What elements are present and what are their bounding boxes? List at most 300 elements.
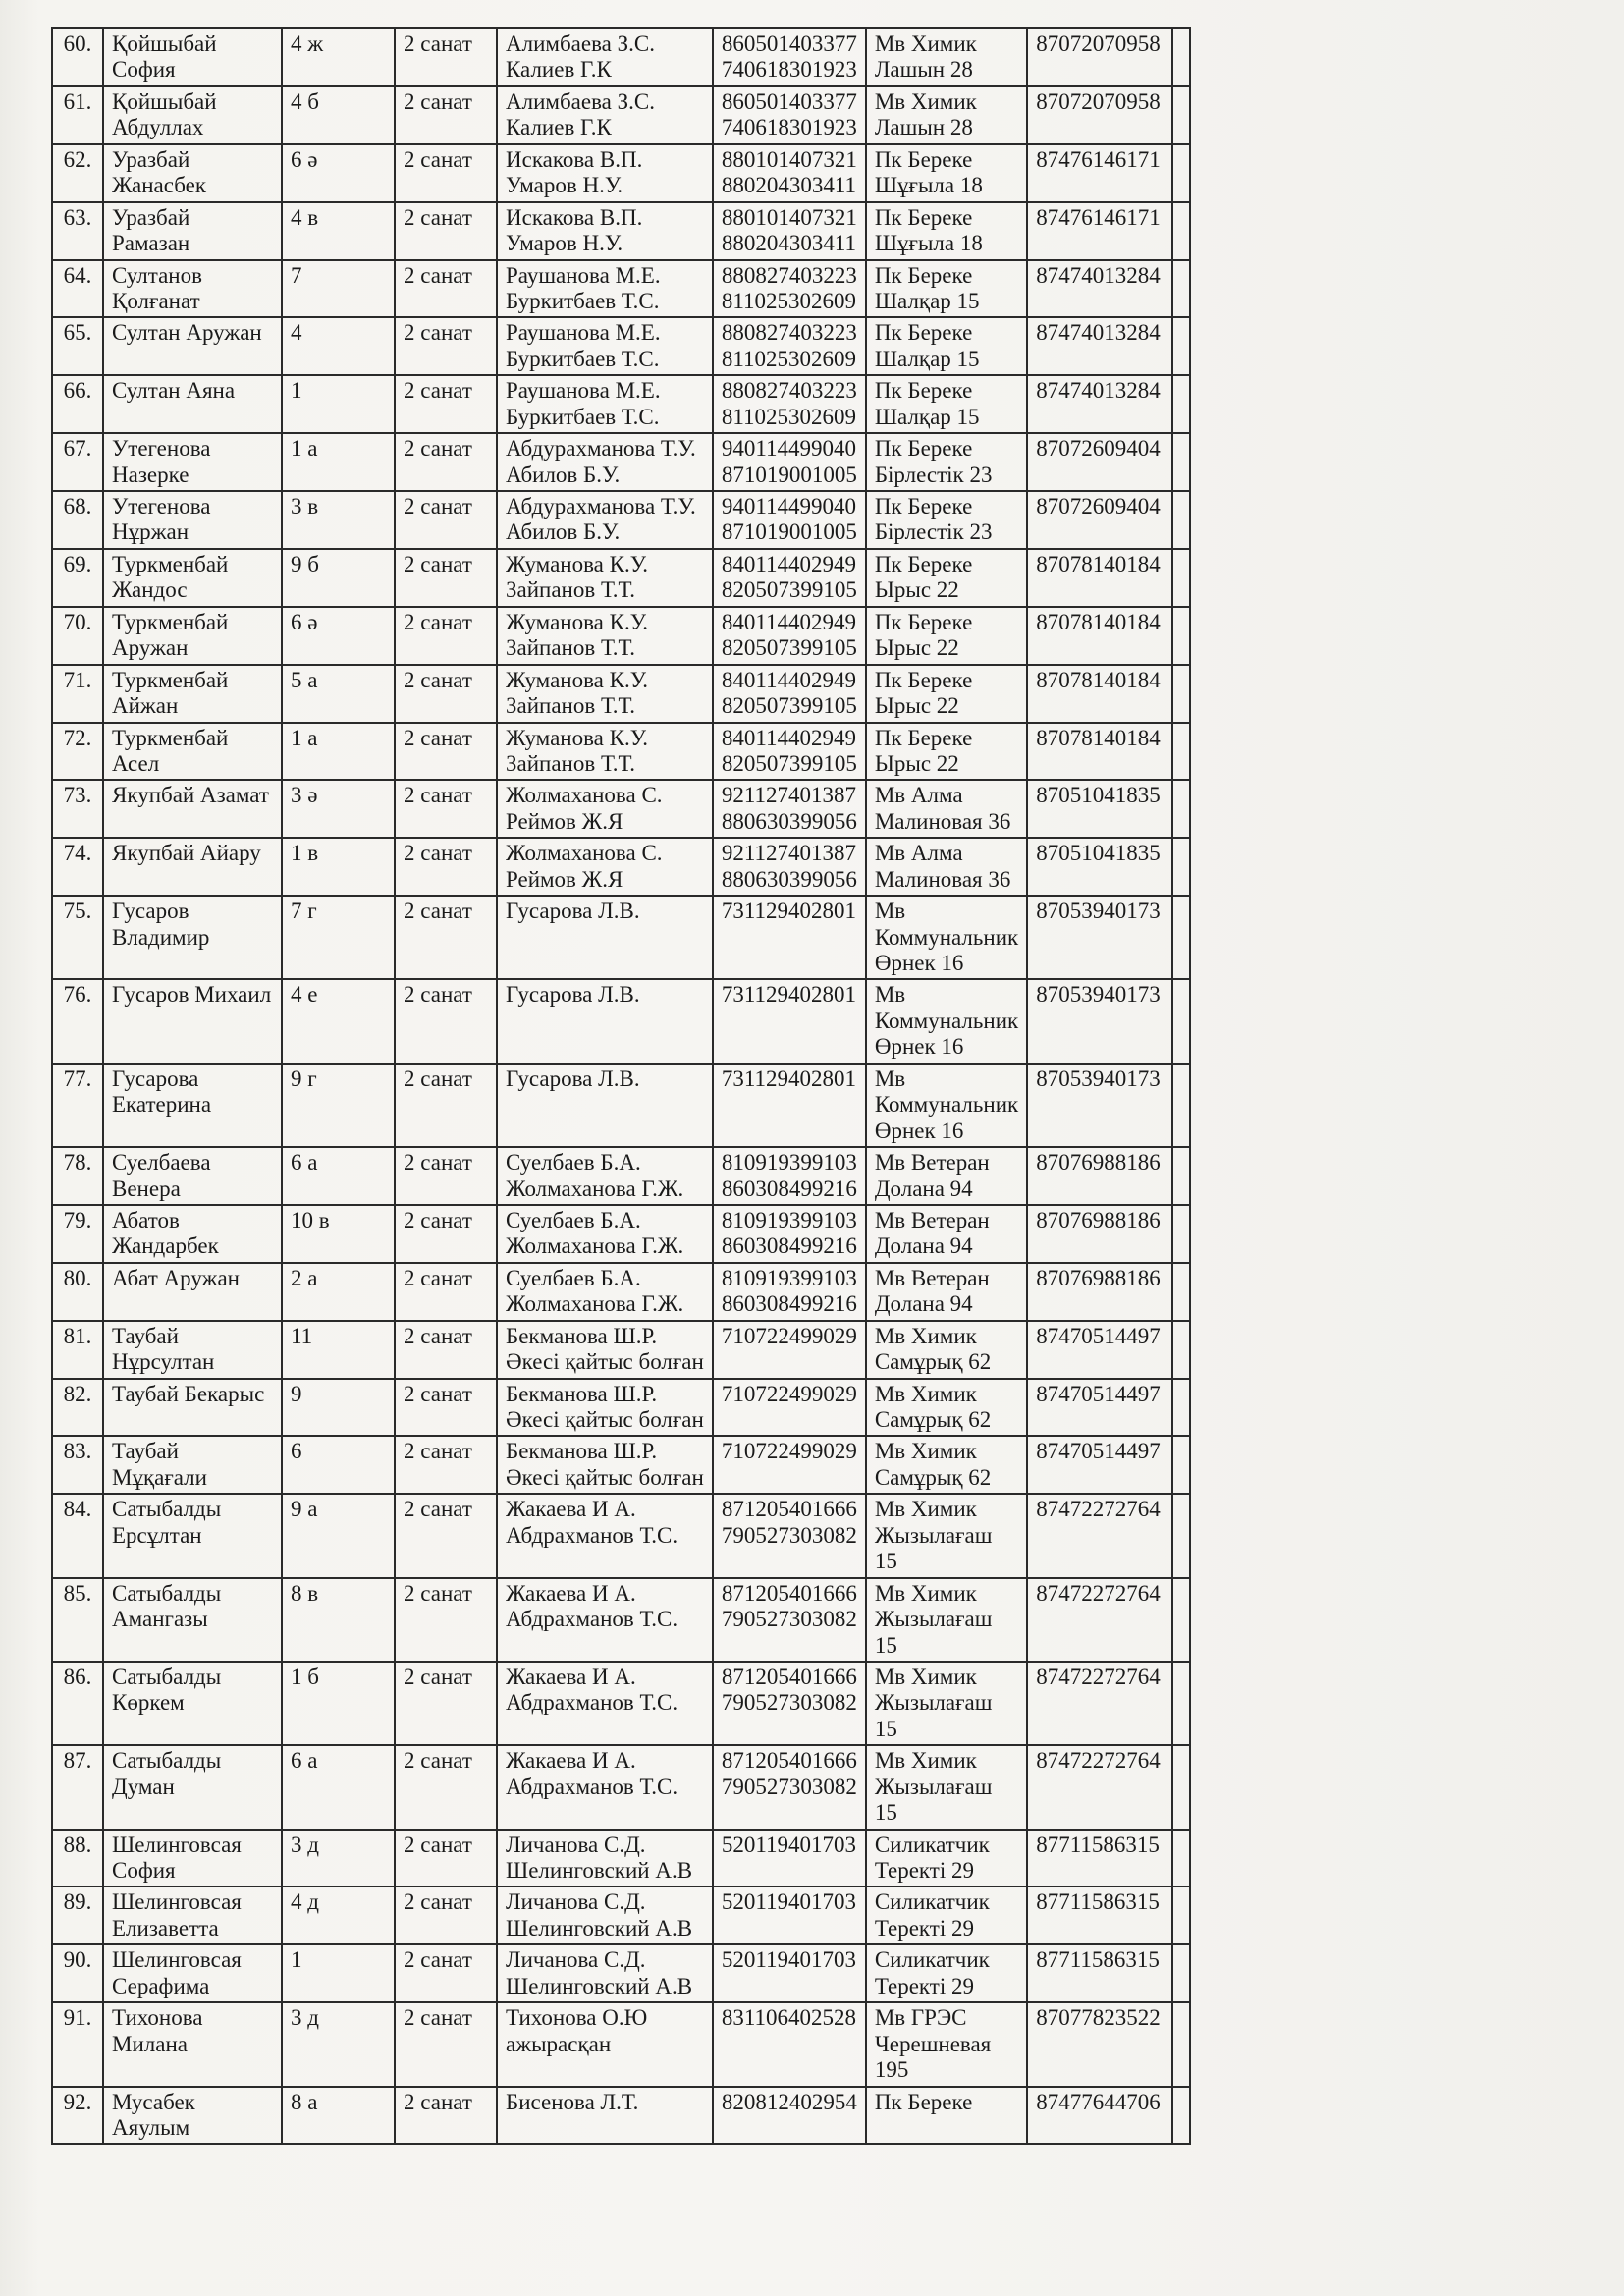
- address-cell-line: Самұрық 62: [874, 1407, 992, 1432]
- iin-cell-line: 790527303082: [721, 1774, 857, 1799]
- parents-cell: [497, 979, 713, 1063]
- row-number: 78.: [52, 1147, 103, 1205]
- table-row: [52, 144, 1190, 202]
- iin-cell: [713, 723, 866, 781]
- table-row: [52, 260, 1190, 318]
- row-number: 73.: [52, 780, 103, 838]
- phone-cell: 87051041835: [1027, 838, 1172, 896]
- parents-cell-line: Раушанова М.Е.: [506, 320, 661, 346]
- table-row: [52, 549, 1190, 607]
- iin-cell-line: 731129402801: [721, 1066, 856, 1091]
- address-cell-line: Жызылағаш 15: [874, 1774, 993, 1826]
- address-cell-line: Өрнек 16: [874, 1034, 964, 1060]
- parents-cell-line: Буркитбаев Т.С.: [506, 288, 660, 313]
- iin-cell-line: 790527303082: [721, 1690, 857, 1716]
- phone-cell: 87076988186: [1027, 1147, 1172, 1205]
- address-cell-line: Мв Ветеран: [874, 1150, 990, 1175]
- table-row: [52, 2002, 1190, 2086]
- parents-cell-line: Жакаева И А.: [506, 1580, 636, 1606]
- parents-cell-line: Жолмаханова Г.Ж.: [506, 1175, 684, 1201]
- phone-cell: 87472272764: [1027, 1494, 1172, 1577]
- address-cell: [866, 2002, 1027, 2086]
- iin-cell-line: 820507399105: [721, 693, 857, 719]
- row-number: 86.: [52, 1662, 103, 1745]
- table-row: [52, 1886, 1190, 1944]
- address-cell-line: Коммунальник: [874, 924, 1019, 950]
- parents-cell: [497, 1321, 713, 1379]
- parents-cell: [497, 1745, 713, 1829]
- iin-cell-line: 880827403223: [721, 378, 857, 404]
- phone-cell: 87072609404: [1027, 491, 1172, 549]
- row-number: 76.: [52, 979, 103, 1063]
- address-cell-line: Жызылағаш 15: [874, 1522, 993, 1574]
- edge-cell: [1172, 1745, 1190, 1829]
- phone-cell: 87072070958: [1027, 28, 1172, 86]
- iin-cell-line: 880204303411: [721, 231, 856, 256]
- address-cell-line: Мв Химик: [874, 1748, 977, 1774]
- address-cell-line: Пк Береке: [874, 2089, 973, 2114]
- student-name: Шелинговсая Елизаветта: [103, 1886, 282, 1944]
- category-cell: 2 санат: [395, 1064, 497, 1147]
- student-name: Шелинговсая София: [103, 1830, 282, 1887]
- student-name: Сатыбалды Көркем: [103, 1662, 282, 1745]
- iin-cell: [713, 780, 866, 838]
- table-row: [52, 723, 1190, 781]
- parents-cell-line: Шелинговский А.В: [506, 1858, 693, 1883]
- student-name: Сатыбалды Амангазы: [103, 1578, 282, 1662]
- grade-cell: 9 б: [282, 549, 395, 607]
- category-cell: 2 санат: [395, 1578, 497, 1662]
- iin-cell: [713, 979, 866, 1063]
- address-cell: [866, 1662, 1027, 1745]
- category-cell: 2 санат: [395, 86, 497, 144]
- address-cell: [866, 1944, 1027, 2002]
- address-cell-line: Пк Береке: [874, 204, 973, 230]
- iin-cell: [713, 665, 866, 723]
- parents-cell-line: Умаров Н.У.: [506, 173, 623, 198]
- edge-cell: [1172, 375, 1190, 433]
- row-number: 85.: [52, 1578, 103, 1662]
- address-cell-line: Мв: [874, 982, 906, 1008]
- student-name: Қойшыбай София: [103, 28, 282, 86]
- category-cell: 2 санат: [395, 144, 497, 202]
- table-row: [52, 202, 1190, 260]
- address-cell-line: Жызылағаш 15: [874, 1607, 993, 1658]
- address-cell-line: Пк Береке: [874, 494, 973, 519]
- iin-cell: [713, 2087, 866, 2145]
- grade-cell: 7 г: [282, 896, 395, 979]
- address-cell-line: Теректі 29: [874, 1858, 974, 1883]
- parents-cell-line: Искакова В.П.: [506, 146, 643, 172]
- parents-cell: [497, 1205, 713, 1263]
- address-cell: [866, 317, 1027, 375]
- parents-cell-line: Умаров Н.У.: [506, 231, 623, 256]
- iin-cell-line: 710722499029: [721, 1439, 857, 1464]
- parents-cell-line: Буркитбаев Т.С.: [506, 404, 660, 429]
- address-cell-line: Силикатчик: [874, 1947, 990, 1973]
- edge-cell: [1172, 2087, 1190, 2145]
- parents-cell: [497, 317, 713, 375]
- parents-cell-line: Абдурахманова Т.У.: [506, 436, 696, 462]
- iin-cell-line: 921127401387: [721, 783, 856, 808]
- parents-cell: [497, 2002, 713, 2086]
- iin-cell-line: 880827403223: [721, 262, 857, 288]
- student-table: [51, 27, 1191, 2145]
- address-cell-line: Мв Алма: [874, 841, 963, 866]
- address-cell-line: Өрнек 16: [874, 951, 964, 975]
- category-cell: 2 санат: [395, 607, 497, 665]
- address-cell-line: Мв Ветеран: [874, 1207, 990, 1232]
- category-cell: 2 санат: [395, 260, 497, 318]
- address-cell: [866, 144, 1027, 202]
- address-cell-line: Мв Химик: [874, 1497, 977, 1522]
- parents-cell: [497, 665, 713, 723]
- parents-cell-line: Гусарова Л.В.: [506, 899, 640, 924]
- address-cell: [866, 549, 1027, 607]
- student-name: Туркменбай Аружан: [103, 607, 282, 665]
- grade-cell: 1: [282, 375, 395, 433]
- grade-cell: 11: [282, 1321, 395, 1379]
- address-cell-line: 195: [874, 2057, 909, 2083]
- table-row: [52, 1147, 1190, 1205]
- category-cell: 2 санат: [395, 1745, 497, 1829]
- address-cell: [866, 1321, 1027, 1379]
- address-cell-line: Мв Химик: [874, 1381, 977, 1406]
- parents-cell-line: Бекманова Ш.Р.: [506, 1439, 658, 1464]
- grade-cell: 8 в: [282, 1578, 395, 1662]
- iin-cell: [713, 260, 866, 318]
- address-cell-line: Пк Береке: [874, 146, 973, 172]
- address-cell-line: Шалқар 15: [874, 404, 980, 429]
- student-name: Якупбай Азамат: [103, 780, 282, 838]
- parents-cell: [497, 723, 713, 781]
- student-name: Гусарова Екатерина: [103, 1064, 282, 1147]
- row-number: 70.: [52, 607, 103, 665]
- table-body: [52, 28, 1190, 2144]
- parents-cell-line: Жолмаханова С.: [506, 841, 663, 866]
- student-name: Таубай Мұқағали: [103, 1436, 282, 1494]
- parents-cell-line: ажырасқан: [506, 2031, 612, 2056]
- student-name: Уразбай Жанасбек: [103, 144, 282, 202]
- iin-cell: [713, 1494, 866, 1577]
- grade-cell: 1 а: [282, 723, 395, 781]
- category-cell: 2 санат: [395, 896, 497, 979]
- parents-cell-line: Жакаева И А.: [506, 1497, 636, 1522]
- address-cell-line: Бірлестік 23: [874, 462, 993, 487]
- address-cell: [866, 433, 1027, 491]
- phone-cell: 87476146171: [1027, 202, 1172, 260]
- parents-cell: [497, 1830, 713, 1887]
- row-number: 65.: [52, 317, 103, 375]
- parents-cell-line: Калиев Г.К: [506, 115, 612, 140]
- address-cell-line: Ырыс 22: [874, 635, 959, 661]
- edge-cell: [1172, 665, 1190, 723]
- edge-cell: [1172, 979, 1190, 1063]
- table-row: [52, 1379, 1190, 1437]
- iin-cell: [713, 433, 866, 491]
- phone-cell: 87072609404: [1027, 433, 1172, 491]
- grade-cell: 1 б: [282, 1662, 395, 1745]
- grade-cell: 6 ә: [282, 607, 395, 665]
- iin-cell-line: 871205401666: [721, 1580, 857, 1606]
- edge-cell: [1172, 780, 1190, 838]
- phone-cell: 87078140184: [1027, 723, 1172, 781]
- parents-cell-line: Личанова С.Д.: [506, 1889, 646, 1915]
- address-cell-line: Пк Береке: [874, 436, 973, 462]
- student-name: Гусаров Владимир: [103, 896, 282, 979]
- parents-cell-line: Раушанова М.Е.: [506, 378, 661, 404]
- grade-cell: 1: [282, 1944, 395, 2002]
- student-name: Сатыбалды Ерсұлтан: [103, 1494, 282, 1577]
- parents-cell: [497, 86, 713, 144]
- address-cell-line: Силикатчик: [874, 1831, 990, 1857]
- iin-cell: [713, 202, 866, 260]
- phone-cell: 87477644706: [1027, 2087, 1172, 2145]
- student-name: Султанов Қолғанат: [103, 260, 282, 318]
- table-row: [52, 433, 1190, 491]
- parents-cell-line: Жуманова К.У.: [506, 609, 648, 634]
- row-number: 90.: [52, 1944, 103, 2002]
- row-number: 64.: [52, 260, 103, 318]
- parents-cell: [497, 1436, 713, 1494]
- address-cell: [866, 979, 1027, 1063]
- iin-cell: [713, 1886, 866, 1944]
- student-name: Уразбай Рамазан: [103, 202, 282, 260]
- table-row: [52, 1578, 1190, 1662]
- iin-cell-line: 880101407321: [721, 204, 857, 230]
- iin-cell-line: 710722499029: [721, 1323, 857, 1348]
- row-number: 72.: [52, 723, 103, 781]
- table-row: [52, 86, 1190, 144]
- category-cell: 2 санат: [395, 2087, 497, 2145]
- iin-cell-line: 940114499040: [721, 494, 856, 519]
- row-number: 61.: [52, 86, 103, 144]
- parents-cell-line: Абдрахманов Т.С.: [506, 1690, 678, 1716]
- category-cell: 2 санат: [395, 1830, 497, 1887]
- category-cell: 2 санат: [395, 1944, 497, 2002]
- grade-cell: 9: [282, 1379, 395, 1437]
- parents-cell-line: Суелбаев Б.А.: [506, 1265, 641, 1290]
- phone-cell: 87711586315: [1027, 1830, 1172, 1887]
- edge-cell: [1172, 1886, 1190, 1944]
- student-name: Таубай Нұрсултан: [103, 1321, 282, 1379]
- parents-cell-line: Буркитбаев Т.С.: [506, 346, 660, 371]
- iin-cell: [713, 1944, 866, 2002]
- row-number: 71.: [52, 665, 103, 723]
- address-cell-line: Мв Химик: [874, 1323, 977, 1348]
- parents-cell-line: Шелинговский А.В: [506, 1973, 693, 1998]
- edge-cell: [1172, 1662, 1190, 1745]
- iin-cell: [713, 1263, 866, 1321]
- parents-cell-line: Реймов Ж.Я: [506, 808, 623, 834]
- address-cell-line: Ырыс 22: [874, 750, 959, 776]
- iin-cell-line: 810919399103: [721, 1150, 857, 1175]
- parents-cell-line: Әкесі қайтыс болған: [506, 1464, 704, 1490]
- iin-cell-line: 860308499216: [721, 1291, 857, 1317]
- parents-cell-line: Абилов Б.У.: [506, 519, 621, 545]
- table-row: [52, 979, 1190, 1063]
- category-cell: 2 санат: [395, 2002, 497, 2086]
- iin-cell-line: 880630399056: [721, 808, 857, 834]
- iin-cell-line: 520119401703: [721, 1831, 856, 1857]
- address-cell-line: Мв Химик: [874, 1664, 977, 1689]
- edge-cell: [1172, 896, 1190, 979]
- grade-cell: 6 ә: [282, 144, 395, 202]
- grade-cell: 1 в: [282, 838, 395, 896]
- grade-cell: 2 а: [282, 1263, 395, 1321]
- table-row: [52, 1944, 1190, 2002]
- parents-cell-line: Бекманова Ш.Р.: [506, 1323, 658, 1348]
- parents-cell-line: Алимбаева З.С.: [506, 88, 655, 114]
- address-cell: [866, 838, 1027, 896]
- table-row: [52, 838, 1190, 896]
- row-number: 66.: [52, 375, 103, 433]
- grade-cell: 6 а: [282, 1745, 395, 1829]
- edge-cell: [1172, 1578, 1190, 1662]
- iin-cell: [713, 1379, 866, 1437]
- grade-cell: 1 а: [282, 433, 395, 491]
- parents-cell-line: Бисенова Л.Т.: [506, 2089, 639, 2114]
- iin-cell-line: 880101407321: [721, 146, 857, 172]
- edge-cell: [1172, 1436, 1190, 1494]
- iin-cell: [713, 1147, 866, 1205]
- parents-cell-line: Жуманова К.У.: [506, 667, 648, 692]
- table-row: [52, 1436, 1190, 1494]
- address-cell-line: Ырыс 22: [874, 693, 959, 719]
- address-cell-line: Черешневая: [874, 2031, 992, 2056]
- iin-cell-line: 790527303082: [721, 1607, 857, 1632]
- iin-cell: [713, 549, 866, 607]
- category-cell: 2 санат: [395, 1886, 497, 1944]
- address-cell-line: Бірлестік 23: [874, 519, 993, 545]
- parents-cell: [497, 1147, 713, 1205]
- iin-cell-line: 860501403377: [721, 31, 857, 56]
- student-name: Сатыбалды Думан: [103, 1745, 282, 1829]
- address-cell-line: Самұрық 62: [874, 1349, 992, 1375]
- grade-cell: 5 а: [282, 665, 395, 723]
- address-cell-line: Теректі 29: [874, 1973, 974, 1998]
- row-number: 62.: [52, 144, 103, 202]
- edge-cell: [1172, 260, 1190, 318]
- iin-cell: [713, 28, 866, 86]
- address-cell: [866, 665, 1027, 723]
- row-number: 84.: [52, 1494, 103, 1577]
- edge-cell: [1172, 433, 1190, 491]
- iin-cell: [713, 317, 866, 375]
- edge-cell: [1172, 1263, 1190, 1321]
- parents-cell: [497, 838, 713, 896]
- edge-cell: [1172, 2002, 1190, 2086]
- edge-cell: [1172, 1321, 1190, 1379]
- grade-cell: 6 а: [282, 1147, 395, 1205]
- parents-cell: [497, 375, 713, 433]
- category-cell: 2 санат: [395, 317, 497, 375]
- row-number: 80.: [52, 1263, 103, 1321]
- iin-cell-line: 820507399105: [721, 635, 857, 661]
- address-cell-line: Малиновая 36: [874, 808, 1011, 834]
- edge-cell: [1172, 86, 1190, 144]
- iin-cell: [713, 1321, 866, 1379]
- phone-cell: 87472272764: [1027, 1578, 1172, 1662]
- student-name: Туркменбай Айжан: [103, 665, 282, 723]
- address-cell-line: Мв Химик: [874, 1439, 977, 1464]
- iin-cell-line: 740618301923: [721, 57, 857, 82]
- category-cell: 2 санат: [395, 1263, 497, 1321]
- parents-cell-line: Раушанова М.Е.: [506, 262, 661, 288]
- iin-cell-line: 860501403377: [721, 88, 857, 114]
- iin-cell: [713, 86, 866, 144]
- iin-cell: [713, 375, 866, 433]
- edge-cell: [1172, 1944, 1190, 2002]
- parents-cell-line: Суелбаев Б.А.: [506, 1150, 641, 1175]
- address-cell-line: Пк Береке: [874, 551, 973, 576]
- grade-cell: 6: [282, 1436, 395, 1494]
- grade-cell: 9 г: [282, 1064, 395, 1147]
- iin-cell-line: 871205401666: [721, 1497, 857, 1522]
- iin-cell: [713, 896, 866, 979]
- address-cell: [866, 780, 1027, 838]
- phone-cell: 87711586315: [1027, 1886, 1172, 1944]
- table-row: [52, 2087, 1190, 2145]
- iin-cell-line: 871205401666: [721, 1748, 857, 1774]
- parents-cell-line: Гусарова Л.В.: [506, 1066, 640, 1091]
- category-cell: 2 санат: [395, 202, 497, 260]
- category-cell: 2 санат: [395, 1321, 497, 1379]
- iin-cell: [713, 2002, 866, 2086]
- parents-cell: [497, 1886, 713, 1944]
- category-cell: 2 санат: [395, 549, 497, 607]
- row-number: 89.: [52, 1886, 103, 1944]
- parents-cell: [497, 1494, 713, 1577]
- parents-cell-line: Зайпанов Т.Т.: [506, 750, 635, 776]
- iin-cell-line: 790527303082: [721, 1522, 857, 1548]
- address-cell: [866, 28, 1027, 86]
- student-name: Якупбай Айару: [103, 838, 282, 896]
- iin-cell-line: 880827403223: [721, 320, 857, 346]
- table-row: [52, 1263, 1190, 1321]
- table-row: [52, 1745, 1190, 1829]
- student-name: Суелбаева Венера: [103, 1147, 282, 1205]
- row-number: 81.: [52, 1321, 103, 1379]
- address-cell-line: Мв Ветеран: [874, 1265, 990, 1290]
- category-cell: 2 санат: [395, 1147, 497, 1205]
- parents-cell: [497, 1064, 713, 1147]
- category-cell: 2 санат: [395, 723, 497, 781]
- phone-cell: 87474013284: [1027, 375, 1172, 433]
- address-cell: [866, 375, 1027, 433]
- address-cell-line: Пк Береке: [874, 609, 973, 634]
- phone-cell: 87078140184: [1027, 665, 1172, 723]
- category-cell: 2 санат: [395, 1379, 497, 1437]
- parents-cell-line: Гусарова Л.В.: [506, 982, 640, 1008]
- parents-cell-line: Абилов Б.У.: [506, 462, 621, 487]
- iin-cell-line: 871205401666: [721, 1664, 857, 1689]
- row-number: 82.: [52, 1379, 103, 1437]
- grade-cell: 3 д: [282, 2002, 395, 2086]
- phone-cell: 87072070958: [1027, 86, 1172, 144]
- table-row: [52, 665, 1190, 723]
- iin-cell: [713, 607, 866, 665]
- grade-cell: 4 б: [282, 86, 395, 144]
- parents-cell-line: Зайпанов Т.Т.: [506, 577, 635, 603]
- grade-cell: 3 ә: [282, 780, 395, 838]
- address-cell-line: Пк Береке: [874, 320, 973, 346]
- iin-cell-line: 731129402801: [721, 982, 856, 1008]
- address-cell-line: Малиновая 36: [874, 866, 1011, 892]
- table-row: [52, 1494, 1190, 1577]
- iin-cell-line: 860308499216: [721, 1175, 857, 1201]
- student-name: Абатов Жандарбек: [103, 1205, 282, 1263]
